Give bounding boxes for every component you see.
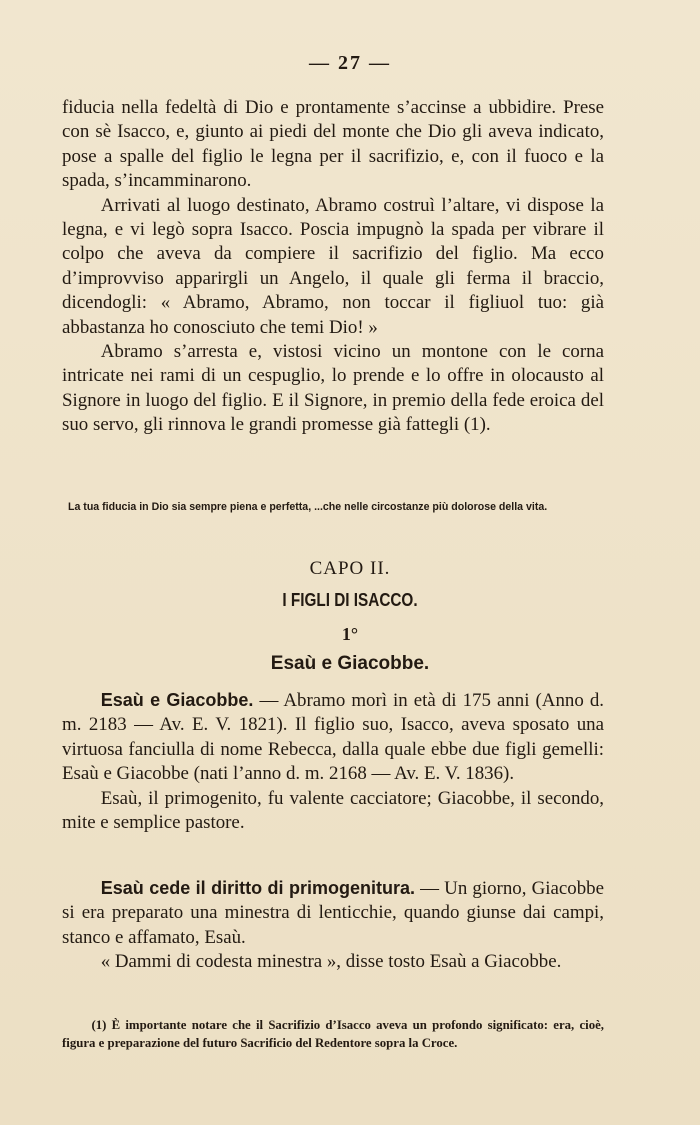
paragraph-text: — Un giorno, Giacobbe si era preparato una minestra di lenticchie, quando giunse dai campi, stanco e affamato, Esaù. (62, 878, 605, 948)
page-number: — 27 — (309, 52, 391, 74)
maxim-block (68, 500, 548, 515)
section-esau-giacobbe (62, 688, 604, 835)
maxim: La tua fiducia in Dio sia sempre piena e perfetta, ...che nelle circostanze più dolorose della vita. (68, 501, 548, 513)
paragraph: fiducia nella fedeltà di Dio e prontamente s’accinse a ubbidire. Prese con sè Isacco, e, giunto ai piedi del monte che Dio gli aveva indicato, pose a spalle del figlio le legna per il sacrifizio, e, con il fuoco e la spada, s’incamminarono. (62, 97, 604, 192)
paragraph: Abramo s’arresta e, vistosi vicino un montone con le corna intricate nei rami di un cespuglio, lo prende e lo offre in olocausto al Signore in luogo del figlio. E il Signore, in premio della fede eroica del suo servo, gli rinnova le grandi promesse già fattegli (1). (62, 341, 604, 436)
paragraph (62, 876, 604, 950)
chapter-title: I FIGLI DI ISACCO. (282, 590, 418, 610)
paragraph: « Dammi di codesta minestra », disse tosto Esaù a Giacobbe. (100, 951, 562, 973)
section-title: Esaù e Giacobbe. (270, 653, 430, 674)
footnote-block (62, 1016, 604, 1052)
chapter-label: CAPO II. (309, 558, 391, 579)
paragraph-lead: Esaù cede il diritto di primogenitura. (100, 878, 415, 898)
paragraph-lead: Esaù e Giacobbe. (100, 690, 254, 710)
paragraph: Esaù, il primogenito, fu valente cacciatore; Giacobbe, il secondo, mite e semplice pastore. (62, 787, 604, 834)
paragraph: Arrivati al luogo destinato, Abramo costruì l’altare, vi dispose la legna, e vi legò sopra Isacco. Poscia impugnò la spada per vibrare il colpo che aveva da compiere il sacrifizio del figlio. Ma ecco d’improvviso apparirgli un Angelo, il quale gli ferma il braccio, dicendogli: « Abramo, Abramo, non toccar il figliuol tuo: già abbastanza ho conosciuto che temi Dio! » (62, 194, 604, 338)
paragraph (62, 688, 604, 787)
footnote: (1) È importante notare che il Sacrifizio d’Isacco aveva un profondo significato: era, cioè, figura e preparazione del futuro Sacrificio del Redentore sopra la Croce. (62, 1018, 604, 1050)
top-text (62, 96, 604, 438)
paragraph-text: — Abramo morì in età di 175 anni (Anno d. m. 2183 — Av. E. V. 1821). Il figlio suo, Isacco, aveva sposato una virtuosa fanciulla di nome Rebecca, dalla quale ebbe due figli gemelli: Esaù e Giacobbe (nati l’anno d. m. 2168 — Av. E. V. 1836). (62, 690, 604, 785)
section-primogenitura (62, 876, 604, 975)
section-number: 1° (341, 624, 359, 644)
